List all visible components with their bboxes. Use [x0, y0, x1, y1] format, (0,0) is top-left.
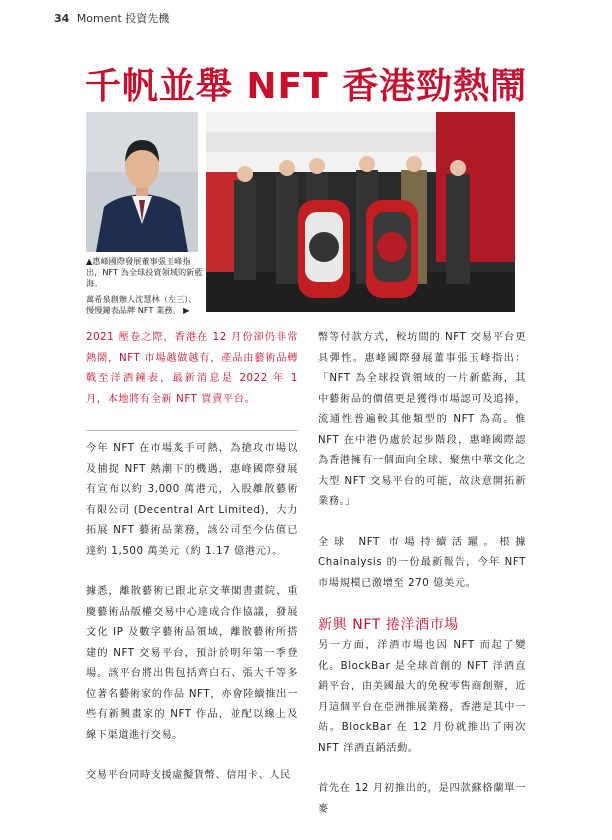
page-header	[54, 10, 169, 26]
lead-divider	[86, 430, 298, 431]
body-paragraph: 首先在 12 月初推出的，是四款蘇格蘭單一麥	[318, 783, 526, 815]
body-paragraph: 全球 NFT 市場持續活躍。根據 Chainalysis 的一份最新報告，今年 NFT 市場規模已激增至 270 億美元。	[318, 536, 526, 589]
photo-caption: 萬希泉創辦人沈慧林（左三）、慢慢鐘表品牌 NFT 業務。 ▶	[86, 294, 197, 315]
portrait-illustration	[86, 112, 198, 252]
body-paragraph: 據悉，離散藝術已跟北京文華閣書畫院、重慶藝術品版權交易中心達成合作協議，發展文化 IP 及數字藝術品領域，離散藝術所搭建的 NFT 交易平台，預計於明年第一季登場。該平台將出售包括齊白石、張大千等多位著名藝術家的作品 NFT，亦會陸續推出一些有新興畫家的 NFT 作品，並配以線上及線下渠道進行交易。	[86, 586, 298, 741]
section-subhead: 新興 NFT 捲洋酒市場	[318, 617, 459, 633]
event-illustration	[206, 112, 515, 312]
body-paragraph: 今年 NFT 在市場炙手可熱，為搶攻市場以及捕捉 NFT 熱潮下的機遇，惠峰國際發展有宣布以約 3,000 萬港元，入股離散藝術有限公司 (Decentral Art Limited)，大力拓展 NFT 藝術品業務，該公司至今估值已達約 1,500 萬美元（約 1.17 億港元）。	[86, 443, 298, 557]
article-title: 千帆並舉 NFT 香港勁熱鬧	[84, 66, 528, 107]
event-photo	[206, 112, 515, 312]
section-name: Moment 投資先機	[76, 12, 170, 25]
body-paragraph: 另一方面，洋酒市場也因 NFT 而起了變化。BlockBar 是全球首創的 NFT 洋酒直銷平台，由美國最大的免稅零售商創辦，近月這個平台在亞洲推展業務，香港是其中一站。BlockBar 在 12 月份就推出了兩次 NFT 洋酒直銷活動。	[318, 640, 526, 754]
portrait-caption: ▲惠峰國際發展董事張玉峰指出，NFT 為全球投資領域的新藍海。	[86, 256, 203, 288]
body-paragraph: 幣等付款方式，較坊間的 NFT 交易平台更具彈性。惠峰國際發展董事張玉峰指出：「NFT 為全球投資領域的一片新藍海，其中藝術品的價值更是獲得市場認可及追捧，流通性普遍較其他類型的 NFT 為高。惟 NFT 在中港仍處於起步階段，惠峰國際認為香港擁有一個面向全球、聚焦中華文化之大型 NFT 交易平台的可能，故決意開拓新業務。」	[318, 332, 526, 507]
text-column-2	[318, 328, 526, 840]
portrait-photo	[86, 112, 198, 252]
text-column-1	[86, 328, 298, 807]
lead-paragraph: 2021 壓卷之際，香港在 12 月份卻仍非常熱鬧，NFT 市場越做越有，產品由藝術品轉戰至洋酒鐘表，最新消息是 2022 年 1 月，本地將有全新 NFT 買賣平台。	[86, 332, 298, 405]
body-paragraph: 交易平台同時支援虛擬貨幣、信用卡、人民	[86, 770, 291, 781]
page-number: 34	[54, 12, 70, 25]
